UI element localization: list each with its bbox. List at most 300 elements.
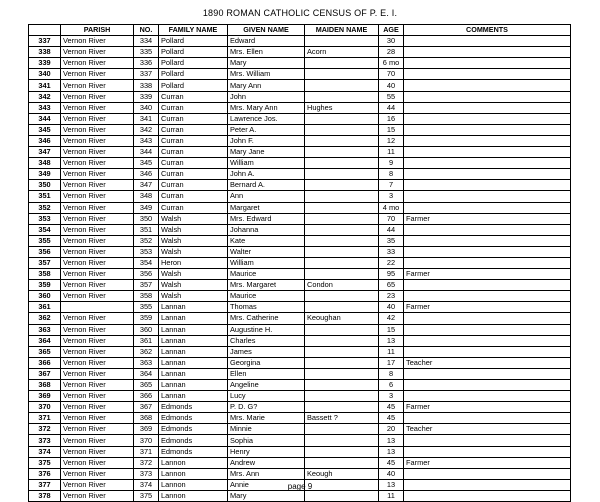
family-name-cell: Walsh: [159, 224, 228, 235]
no-cell: 368: [134, 413, 159, 424]
row-number-header: [29, 25, 61, 36]
given-name-cell: Mrs. Mary Ann: [228, 102, 305, 113]
maiden-name-cell: [305, 246, 379, 257]
age-cell: 13: [379, 335, 404, 346]
no-cell: 344: [134, 147, 159, 158]
table-row: [29, 36, 571, 47]
given-name-cell: Mrs. Ann: [228, 468, 305, 479]
parish-cell: Vernon River: [61, 36, 134, 47]
age-cell: 95: [379, 269, 404, 280]
age-cell: 17: [379, 357, 404, 368]
no-cell: 370: [134, 435, 159, 446]
given-name-cell: Annie: [228, 479, 305, 490]
row-number: 351: [29, 191, 61, 202]
comments-cell: [404, 468, 571, 479]
family-name-cell: Curran: [159, 102, 228, 113]
age-cell: 55: [379, 91, 404, 102]
given-name-cell: Margaret: [228, 202, 305, 213]
family-name-cell: Lannan: [159, 346, 228, 357]
given-name-cell: Bernard A.: [228, 180, 305, 191]
family-name-cell: Lannan: [159, 302, 228, 313]
parish-cell: Vernon River: [61, 457, 134, 468]
table-row: [29, 291, 571, 302]
family-name-cell: Lannan: [159, 335, 228, 346]
age-cell: 70: [379, 69, 404, 80]
maiden-name-cell: [305, 235, 379, 246]
family-name-cell: Curran: [159, 158, 228, 169]
row-number: 367: [29, 368, 61, 379]
family-name-cell: Edmonds: [159, 413, 228, 424]
row-number: 347: [29, 147, 61, 158]
given-name-cell: John F.: [228, 135, 305, 146]
given-name-cell: Maurice: [228, 291, 305, 302]
no-cell: 346: [134, 169, 159, 180]
no-cell: 364: [134, 368, 159, 379]
parish-cell: Vernon River: [61, 468, 134, 479]
row-number: 348: [29, 158, 61, 169]
age-cell: 12: [379, 135, 404, 146]
parish-cell: Vernon River: [61, 246, 134, 257]
age-cell: 7: [379, 180, 404, 191]
family-name-cell: Lannan: [159, 357, 228, 368]
parish-cell: Vernon River: [61, 58, 134, 69]
age-cell: 70: [379, 213, 404, 224]
no-cell: 345: [134, 158, 159, 169]
table-row: [29, 313, 571, 324]
given-name-cell: Mary: [228, 58, 305, 69]
family-name-cell: Lannan: [159, 368, 228, 379]
comments-cell: [404, 413, 571, 424]
age-cell: 20: [379, 424, 404, 435]
family-name-cell: Walsh: [159, 246, 228, 257]
given-name-cell: Charles: [228, 335, 305, 346]
given-name-cell: Ellen: [228, 368, 305, 379]
family-name-cell: Edmonds: [159, 435, 228, 446]
family-name-cell: Pollard: [159, 47, 228, 58]
row-number: 378: [29, 490, 61, 501]
parish-cell: Vernon River: [61, 80, 134, 91]
family-name-cell: Lannan: [159, 324, 228, 335]
maiden-name-cell: [305, 124, 379, 135]
row-number: 360: [29, 291, 61, 302]
table-row: [29, 280, 571, 291]
table-row: [29, 102, 571, 113]
comments-cell: Farmer: [404, 269, 571, 280]
table-row: [29, 402, 571, 413]
comments-cell: Farmer: [404, 457, 571, 468]
age-cell: 45: [379, 413, 404, 424]
maiden-name-cell: [305, 424, 379, 435]
row-number: 340: [29, 69, 61, 80]
row-number: 342: [29, 91, 61, 102]
age-cell: 40: [379, 302, 404, 313]
no-cell: 348: [134, 191, 159, 202]
no-header: NO.: [134, 25, 159, 36]
maiden-name-cell: [305, 457, 379, 468]
maiden-name-cell: [305, 346, 379, 357]
row-number: 371: [29, 413, 61, 424]
row-number: 339: [29, 58, 61, 69]
comments-cell: [404, 169, 571, 180]
comments-cell: [404, 80, 571, 91]
age-cell: 3: [379, 191, 404, 202]
table-row: [29, 169, 571, 180]
row-number: 375: [29, 457, 61, 468]
no-cell: 366: [134, 391, 159, 402]
parish-cell: Vernon River: [61, 47, 134, 58]
maiden-name-cell: [305, 202, 379, 213]
comments-cell: [404, 180, 571, 191]
table-row: [29, 257, 571, 268]
no-cell: 338: [134, 80, 159, 91]
no-cell: 372: [134, 457, 159, 468]
table-row: [29, 91, 571, 102]
table-row: [29, 302, 571, 313]
table-row: [29, 224, 571, 235]
comments-cell: Farmer: [404, 302, 571, 313]
comments-cell: [404, 257, 571, 268]
given-name-cell: Johanna: [228, 224, 305, 235]
age-cell: 15: [379, 324, 404, 335]
maiden-name-cell: [305, 324, 379, 335]
maiden-name-cell: [305, 58, 379, 69]
table-row: [29, 357, 571, 368]
comments-cell: [404, 324, 571, 335]
parish-cell: Vernon River: [61, 191, 134, 202]
no-cell: 356: [134, 269, 159, 280]
maiden-name-cell: [305, 446, 379, 457]
row-number: 357: [29, 257, 61, 268]
no-cell: 361: [134, 335, 159, 346]
given-name-cell: Kate: [228, 235, 305, 246]
parish-cell: Vernon River: [61, 313, 134, 324]
comments-cell: [404, 202, 571, 213]
table-row: [29, 135, 571, 146]
family-name-header: FAMILY NAME: [159, 25, 228, 36]
family-name-cell: Lannan: [159, 391, 228, 402]
maiden-name-cell: [305, 135, 379, 146]
table-row: [29, 335, 571, 346]
age-cell: 33: [379, 246, 404, 257]
comments-cell: [404, 313, 571, 324]
row-number: 363: [29, 324, 61, 335]
no-cell: 334: [134, 36, 159, 47]
row-number: 358: [29, 269, 61, 280]
maiden-name-cell: [305, 335, 379, 346]
maiden-name-cell: [305, 191, 379, 202]
comments-cell: [404, 191, 571, 202]
no-cell: 367: [134, 402, 159, 413]
table-row: [29, 80, 571, 91]
parish-cell: Vernon River: [61, 424, 134, 435]
maiden-name-cell: [305, 302, 379, 313]
table-row: [29, 446, 571, 457]
given-name-cell: Georgina: [228, 357, 305, 368]
parish-cell: Vernon River: [61, 346, 134, 357]
age-cell: 65: [379, 280, 404, 291]
family-name-cell: Curran: [159, 91, 228, 102]
comments-cell: [404, 224, 571, 235]
parish-cell: Vernon River: [61, 280, 134, 291]
header-row: [29, 25, 571, 36]
parish-cell: Vernon River: [61, 69, 134, 80]
family-name-cell: Lannan: [159, 380, 228, 391]
row-number: 353: [29, 213, 61, 224]
no-cell: 373: [134, 468, 159, 479]
family-name-cell: Lannon: [159, 479, 228, 490]
family-name-cell: Lannon: [159, 457, 228, 468]
comments-cell: [404, 58, 571, 69]
given-name-cell: Mrs. Marie: [228, 413, 305, 424]
comments-cell: [404, 69, 571, 80]
row-number: 364: [29, 335, 61, 346]
age-cell: 40: [379, 468, 404, 479]
given-name-cell: Mrs. Ellen: [228, 47, 305, 58]
family-name-cell: Walsh: [159, 213, 228, 224]
given-name-cell: James: [228, 346, 305, 357]
family-name-cell: Pollard: [159, 69, 228, 80]
family-name-cell: Curran: [159, 124, 228, 135]
no-cell: 340: [134, 102, 159, 113]
no-cell: 352: [134, 235, 159, 246]
family-name-cell: Curran: [159, 180, 228, 191]
parish-cell: Vernon River: [61, 91, 134, 102]
row-number: 344: [29, 113, 61, 124]
given-name-cell: Augustine H.: [228, 324, 305, 335]
maiden-name-cell: [305, 169, 379, 180]
age-cell: 22: [379, 257, 404, 268]
no-cell: 342: [134, 124, 159, 135]
given-name-cell: William: [228, 158, 305, 169]
comments-header: COMMENTS: [404, 25, 571, 36]
parish-cell: Vernon River: [61, 213, 134, 224]
no-cell: 357: [134, 280, 159, 291]
given-name-header: GIVEN NAME: [228, 25, 305, 36]
age-cell: 4 mo: [379, 202, 404, 213]
parish-cell: Vernon River: [61, 413, 134, 424]
given-name-cell: Sophia: [228, 435, 305, 446]
given-name-cell: Mary Ann: [228, 80, 305, 91]
comments-cell: [404, 368, 571, 379]
family-name-cell: Pollard: [159, 80, 228, 91]
age-cell: 40: [379, 80, 404, 91]
row-number: 356: [29, 246, 61, 257]
table-row: [29, 47, 571, 58]
table-row: [29, 269, 571, 280]
comments-cell: [404, 280, 571, 291]
age-cell: 45: [379, 402, 404, 413]
age-header: AGE: [379, 25, 404, 36]
parish-cell: [61, 302, 134, 313]
age-cell: 6: [379, 380, 404, 391]
comments-cell: [404, 490, 571, 501]
no-cell: 350: [134, 213, 159, 224]
no-cell: 374: [134, 479, 159, 490]
age-cell: 16: [379, 113, 404, 124]
family-name-cell: Curran: [159, 169, 228, 180]
age-cell: 45: [379, 457, 404, 468]
row-number: 337: [29, 36, 61, 47]
family-name-cell: Edmonds: [159, 402, 228, 413]
table-row: [29, 213, 571, 224]
comments-cell: [404, 124, 571, 135]
parish-cell: Vernon River: [61, 291, 134, 302]
age-cell: 8: [379, 169, 404, 180]
table-row: [29, 490, 571, 501]
age-cell: 15: [379, 124, 404, 135]
given-name-cell: Lucy: [228, 391, 305, 402]
age-cell: 28: [379, 47, 404, 58]
family-name-cell: Lannon: [159, 490, 228, 501]
no-cell: 341: [134, 113, 159, 124]
parish-header: PARISH: [61, 25, 134, 36]
no-cell: 371: [134, 446, 159, 457]
comments-cell: [404, 346, 571, 357]
table-row: [29, 191, 571, 202]
no-cell: 335: [134, 47, 159, 58]
family-name-cell: Curran: [159, 135, 228, 146]
given-name-cell: Mrs. Edward: [228, 213, 305, 224]
table-row: [29, 413, 571, 424]
age-cell: 44: [379, 224, 404, 235]
given-name-cell: Lawrence Jos.: [228, 113, 305, 124]
comments-cell: [404, 36, 571, 47]
comments-cell: [404, 235, 571, 246]
maiden-name-cell: [305, 80, 379, 91]
row-number: 341: [29, 80, 61, 91]
maiden-name-header: MAIDEN NAME: [305, 25, 379, 36]
parish-cell: Vernon River: [61, 324, 134, 335]
comments-cell: Teacher: [404, 424, 571, 435]
parish-cell: Vernon River: [61, 335, 134, 346]
row-number: 374: [29, 446, 61, 457]
row-number: 352: [29, 202, 61, 213]
family-name-cell: Curran: [159, 113, 228, 124]
table-row: [29, 246, 571, 257]
family-name-cell: Lannon: [159, 468, 228, 479]
no-cell: 349: [134, 202, 159, 213]
table-row: [29, 202, 571, 213]
comments-cell: Farmer: [404, 213, 571, 224]
family-name-cell: Edmonds: [159, 424, 228, 435]
comments-cell: [404, 102, 571, 113]
no-cell: 336: [134, 58, 159, 69]
parish-cell: Vernon River: [61, 158, 134, 169]
family-name-cell: Walsh: [159, 269, 228, 280]
maiden-name-cell: Keough: [305, 468, 379, 479]
family-name-cell: Lannan: [159, 313, 228, 324]
parish-cell: Vernon River: [61, 257, 134, 268]
parish-cell: Vernon River: [61, 102, 134, 113]
maiden-name-cell: [305, 91, 379, 102]
row-number: 349: [29, 169, 61, 180]
row-number: 368: [29, 380, 61, 391]
age-cell: 35: [379, 235, 404, 246]
family-name-cell: Curran: [159, 191, 228, 202]
given-name-cell: Mrs. Margaret: [228, 280, 305, 291]
row-number: 370: [29, 402, 61, 413]
parish-cell: Vernon River: [61, 446, 134, 457]
row-number: 377: [29, 479, 61, 490]
no-cell: 339: [134, 91, 159, 102]
maiden-name-cell: [305, 402, 379, 413]
parish-cell: Vernon River: [61, 479, 134, 490]
family-name-cell: Walsh: [159, 280, 228, 291]
comments-cell: [404, 91, 571, 102]
parish-cell: Vernon River: [61, 202, 134, 213]
age-cell: 13: [379, 446, 404, 457]
family-name-cell: Walsh: [159, 291, 228, 302]
parish-cell: Vernon River: [61, 402, 134, 413]
given-name-cell: William: [228, 257, 305, 268]
no-cell: 358: [134, 291, 159, 302]
table-row: [29, 124, 571, 135]
age-cell: 6 mo: [379, 58, 404, 69]
row-number: 365: [29, 346, 61, 357]
row-number: 362: [29, 313, 61, 324]
given-name-cell: Peter A.: [228, 124, 305, 135]
family-name-cell: Curran: [159, 147, 228, 158]
age-cell: 13: [379, 435, 404, 446]
maiden-name-cell: [305, 490, 379, 501]
comments-cell: [404, 47, 571, 58]
comments-cell: [404, 147, 571, 158]
table-row: [29, 113, 571, 124]
given-name-cell: P. D. G?: [228, 402, 305, 413]
age-cell: 3: [379, 391, 404, 402]
no-cell: 347: [134, 180, 159, 191]
parish-cell: Vernon River: [61, 269, 134, 280]
row-number: 361: [29, 302, 61, 313]
given-name-cell: Mary Jane: [228, 147, 305, 158]
maiden-name-cell: [305, 357, 379, 368]
row-number: 354: [29, 224, 61, 235]
table-row: [29, 147, 571, 158]
parish-cell: Vernon River: [61, 357, 134, 368]
row-number: 350: [29, 180, 61, 191]
no-cell: 362: [134, 346, 159, 357]
row-number: 345: [29, 124, 61, 135]
parish-cell: Vernon River: [61, 169, 134, 180]
comments-cell: [404, 380, 571, 391]
family-name-cell: Walsh: [159, 235, 228, 246]
comments-cell: [404, 246, 571, 257]
table-row: [29, 380, 571, 391]
given-name-cell: Maurice: [228, 269, 305, 280]
maiden-name-cell: [305, 368, 379, 379]
maiden-name-cell: [305, 36, 379, 47]
maiden-name-cell: [305, 257, 379, 268]
parish-cell: Vernon River: [61, 490, 134, 501]
no-cell: 359: [134, 313, 159, 324]
no-cell: 355: [134, 302, 159, 313]
maiden-name-cell: [305, 391, 379, 402]
given-name-cell: Angeline: [228, 380, 305, 391]
table-row: [29, 435, 571, 446]
maiden-name-cell: Condon: [305, 280, 379, 291]
parish-cell: Vernon River: [61, 180, 134, 191]
maiden-name-cell: [305, 291, 379, 302]
table-row: [29, 424, 571, 435]
given-name-cell: Mrs. Catherine: [228, 313, 305, 324]
no-cell: 363: [134, 357, 159, 368]
table-row: [29, 391, 571, 402]
comments-cell: Farmer: [404, 402, 571, 413]
given-name-cell: Ann: [228, 191, 305, 202]
parish-cell: Vernon River: [61, 135, 134, 146]
page-number: page 9: [287, 482, 313, 491]
parish-cell: Vernon River: [61, 435, 134, 446]
